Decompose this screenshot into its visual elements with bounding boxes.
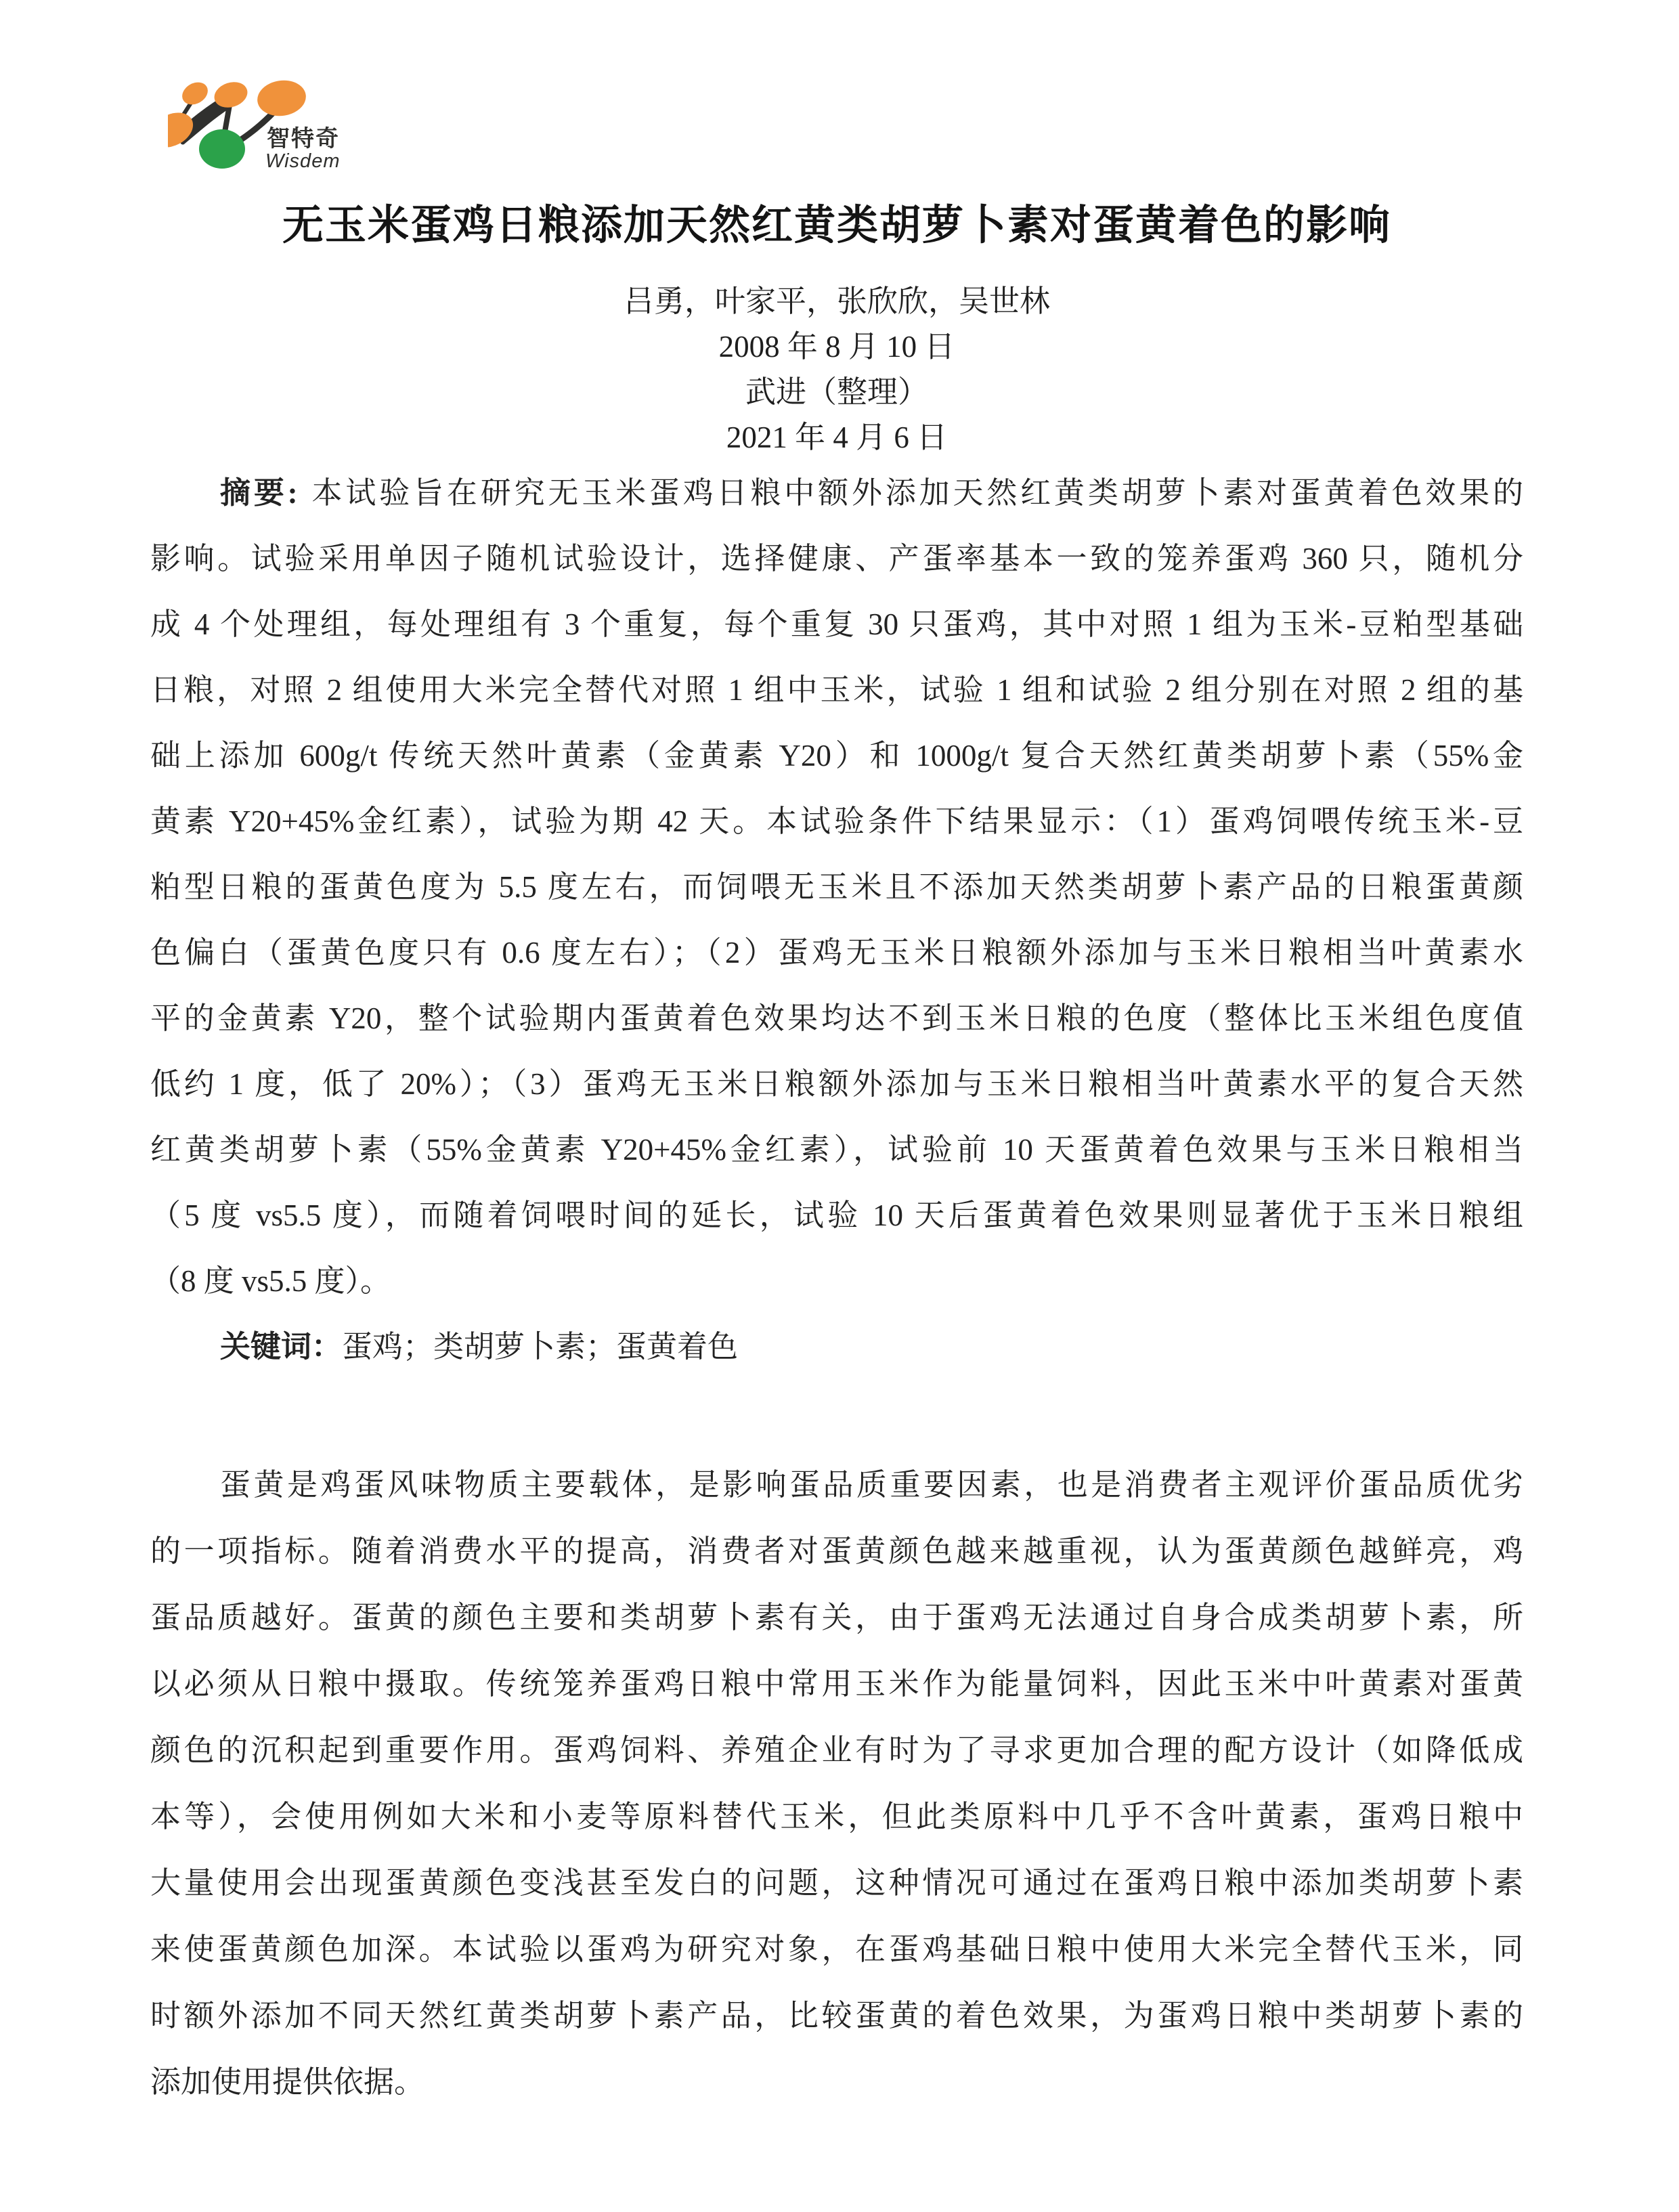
logo-company-name-cn: 智特奇 <box>267 126 340 152</box>
abstract-line: 黄素 Y20+45%金红素），试验为期 42 天。本试验条件下结果显示：（1）蛋鸡饲喂传统玉米-豆 <box>150 804 1523 838</box>
abstract-line: 影响。试验采用单因子随机试验设计，选择健康、产蛋率基本一致的笼养蛋鸡 360 只，随机分 <box>150 542 1523 576</box>
abstract-line <box>150 460 1523 526</box>
body-line: 的一项指标。随着消费水平的提高，消费者对蛋黄颜色越来越重视，认为蛋黄颜色越鲜亮，鸡 <box>150 1534 1523 1568</box>
logo-company-name-en: Wisdem <box>265 150 341 172</box>
body-line: 本等），会使用例如大米和小麦等原料替代玉米，但此类原料中几乎不含叶黄素，蛋鸡日粮中 <box>150 1800 1523 1834</box>
introduction-paragraph <box>150 1452 1523 2115</box>
byline <box>150 279 1523 460</box>
abstract-line: 成 4 个处理组，每处理组有 3 个重复，每个重复 30 只蛋鸡，其中对照 1 组为玉米-豆粕型基础 <box>150 607 1523 641</box>
body-line: 时额外添加不同天然红黄类胡萝卜素产品，比较蛋黄的着色效果，为蛋鸡日粮中类胡萝卜素的 <box>150 1999 1523 2033</box>
abstract-line: 础上添加 600g/t 传统天然叶黄素（金黄素 Y20）和 1000g/t 复合天然红黄类胡萝卜素（55%金 <box>150 739 1523 773</box>
body-line: 来使蛋黄颜色加深。本试验以蛋鸡为研究对象，在蛋鸡基础日粮中使用大米完全替代玉米，同 <box>150 1932 1523 1966</box>
abstract-line-text: 本试验旨在研究无玉米蛋鸡日粮中额外添加天然红黄类胡萝卜素对蛋黄着色效果的 <box>308 476 1523 510</box>
keywords-text: 蛋鸡；类胡萝卜素；蛋黄着色 <box>342 1330 739 1364</box>
body-line: 大量使用会出现蛋黄颜色变浅甚至发白的问题，这种情况可通过在蛋鸡日粮中添加类胡萝卜素 <box>150 1866 1523 1900</box>
keywords-label: 关键词： <box>220 1330 343 1364</box>
abstract-line: 低约 1 度，低了 20%）；（3）蛋鸡无玉米日粮额外添加与玉米日粮相当叶黄素水平的复合天然 <box>150 1067 1523 1101</box>
abstract-paragraph <box>150 460 1523 1380</box>
authors-line: 吕勇，叶家平，张欣欣，吴世林 <box>623 284 1050 318</box>
abstract-line: （5 度 vs5.5 度），而随着饲喂时间的延长，试验 10 天后蛋黄着色效果则显著优于玉米日粮组 <box>150 1198 1523 1232</box>
abstract-line: 日粮，对照 2 组使用大米完全替代对照 1 组中玉米，试验 1 组和试验 2 组分别在对照 2 组的基 <box>150 673 1523 707</box>
edited-date-line: 2021 年 4 月 6 日 <box>726 420 948 454</box>
editor-line: 武进（整理） <box>745 375 928 409</box>
abstract-line: 粕型日粮的蛋黄色度为 5.5 度左右，而饲喂无玉米且不添加天然类胡萝卜素产品的日粮蛋黄颜 <box>150 870 1523 904</box>
keywords-line <box>150 1314 1523 1380</box>
abstract-line: （8 度 vs5.5 度）。 <box>150 1264 391 1298</box>
abstract-line: 平的金黄素 Y20，整个试验期内蛋黄着色效果均达不到玉米日粮的色度（整体比玉米组色度值 <box>150 1001 1523 1035</box>
original-date-line: 2008 年 8 月 10 日 <box>718 330 955 364</box>
body-line: 蛋黄是鸡蛋风味物质主要载体，是影响蛋品质重要因素，也是消费者主观评价蛋品质优劣 <box>220 1468 1523 1502</box>
company-logo <box>168 76 364 171</box>
abstract-line: 色偏白（蛋黄色度只有 0.6 度左右）；（2）蛋鸡无玉米日粮额外添加与玉米日粮相当叶黄素水 <box>150 936 1523 970</box>
body-line: 蛋品质越好。蛋黄的颜色主要和类胡萝卜素有关，由于蛋鸡无法通过自身合成类胡萝卜素，所 <box>150 1601 1523 1634</box>
body-line: 添加使用提供依据。 <box>150 2065 425 2099</box>
abstract-line: 红黄类胡萝卜素（55%金黄素 Y20+45%金红素），试验前 10 天蛋黄着色效果与玉米日粮相当 <box>150 1133 1523 1167</box>
body-line: 颜色的沉积起到重要作用。蛋鸡饲料、养殖企业有时为了寻求更加合理的配方设计（如降低成 <box>150 1733 1523 1767</box>
body-line: 以必须从日粮中摄取。传统笼养蛋鸡日粮中常用玉米作为能量饲料，因此玉米中叶黄素对蛋黄 <box>150 1667 1523 1701</box>
article-title: 无玉米蛋鸡日粮添加天然红黄类胡萝卜素对蛋黄着色的影响 <box>282 202 1391 248</box>
abstract-label: 摘要: <box>220 476 298 510</box>
